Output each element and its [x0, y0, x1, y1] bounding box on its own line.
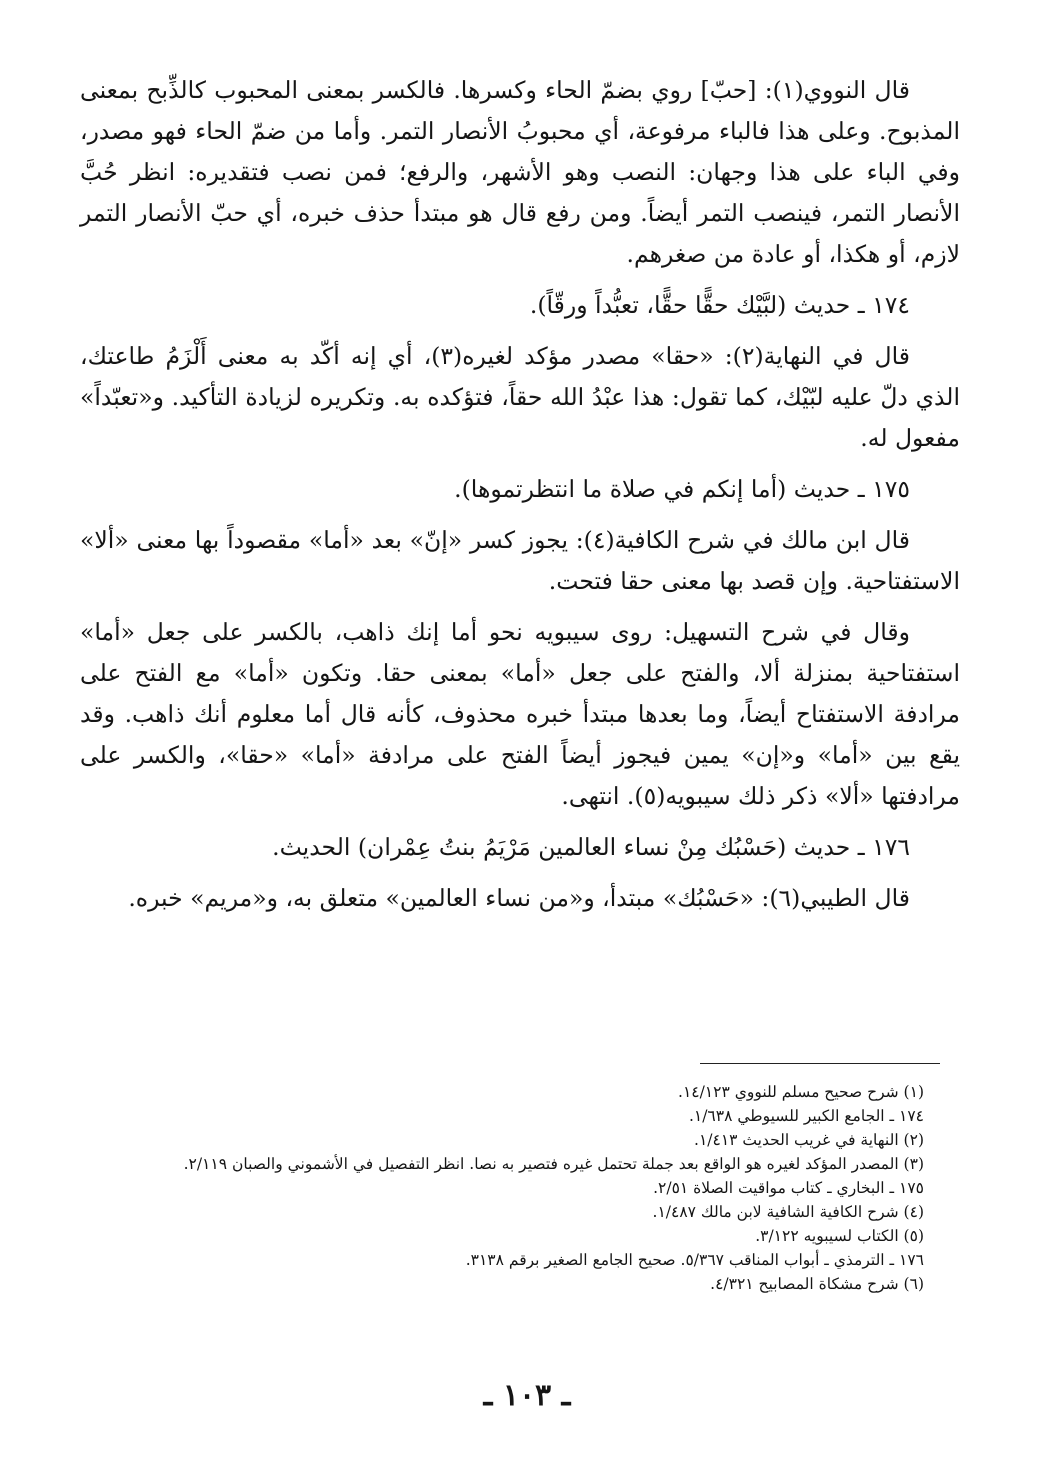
footnote-hadith-175: ١٧٥ ـ البخاري ـ كتاب مواقيت الصلاة ٢/٥١.	[653, 1179, 924, 1197]
footnote-6: (٦) شرح مشكاة المصابيح ٤/٣٢١.	[710, 1275, 924, 1293]
commentary-paragraph-nawawi: قال النووي(١): [حبّ] روي بضمّ الحاء وكسرها. فالكسر بمعنى المحبوب كالذِّبح بمعنى المذبوح. وعلى هذا فالباء مرفوعة، أي محبوبُ الأنصار التمر. وأما من ضمّ الحاء فهو مصدر، وفي الباء على هذا وجهان: النصب وهو الأشهر، والرفع؛ فمن نصب فتقديره: انظر حُبَّ الأنصار التمر، فينصب التمر أيضاً. ومن رفع قال هو مبتدأ حذف خبره، أي حبّ الأنصار التمر لازم، أو هكذا، أو عادة من صغرهم.	[80, 76, 960, 268]
commentary-paragraph-ibn-malik: قال ابن مالك في شرح الكافية(٤): يجوز كسر «إنّ» بعد «أما» مقصوداً بها معنى «ألا» الاستفتاحية. وإن قصد بها معنى حقا فتحت.	[80, 526, 960, 595]
footnote-5: (٥) الكتاب لسيبويه ٣/١٢٢.	[755, 1227, 924, 1245]
commentary-paragraph-tibi: قال الطيبي(٦): «حَسْبُك» مبتدأ، و«من نساء العالمين» متعلق به، و«مريم» خبره.	[128, 884, 910, 912]
footnote-separator	[700, 1063, 940, 1064]
footnotes	[124, 1080, 924, 1296]
page-body	[80, 70, 960, 929]
footnote-3: (٣) المصدر المؤكد لغيره هو الواقع بعد جملة تحتمل غيره فتصير به نصا. انظر التفصيل في الأشموني والصبان ٢/١١٩.	[183, 1155, 924, 1173]
footnote-hadith-176: ١٧٦ ـ الترمذي ـ أبواب المناقب ٥/٣٦٧. صحيح الجامع الصغير برقم ٣١٣٨.	[465, 1251, 924, 1269]
footnote-4: (٤) شرح الكافية الشافية لابن مالك ١/٤٨٧.	[652, 1203, 924, 1221]
commentary-paragraph-nihaya: قال في النهاية(٢): «حقا» مصدر مؤكد لغيره(٣)، أي إنه أكّد به معنى أَلْزَمُ طاعتك، الذي دلّ عليه لبّيْك، كما تقول: هذا عبْدُ الله حقاً، فتؤكده به. وتكريره لزيادة التأكيد. و«تعبّداً» مفعول له.	[80, 342, 960, 452]
footnote-1: (١) شرح صحيح مسلم للنووي ١٤/١٢٣.	[678, 1083, 924, 1101]
hadith-175: ١٧٥ ـ حديث (أما إنكم في صلاة ما انتظرتموها).	[454, 475, 910, 503]
hadith-176: ١٧٦ ـ حديث (حَسْبُك مِنْ نساء العالمين مَرْيَمُ بنتُ عِمْران) الحديث.	[272, 833, 910, 861]
footnote-2: (٢) النهاية في غريب الحديث ١/٤١٣.	[694, 1131, 924, 1149]
commentary-paragraph-tashil: وقال في شرح التسهيل: روى سيبويه نحو أما إنك ذاهب، بالكسر على جعل «أما» استفتاحية بمنزلة ألا، والفتح على جعل «أما» بمعنى حقا. وتكون «أما» مع الفتح على مرادفة الاستفتاح أيضاً، وما بعدها مبتدأ خبره محذوف، كأنه قال أما معلوم أنك ذاهب. وقد يقع بين «أما» و«إن» يمين فيجوز أيضاً الفتح على مرادفة «أما» «حقا»، والكسر على مرادفتها «ألا» ذكر ذلك سيبويه(٥). انتهى.	[80, 618, 960, 810]
page-number: ـ ١٠٣ ـ	[483, 1378, 571, 1413]
footnote-hadith-174: ١٧٤ ـ الجامع الكبير للسيوطي ١/٦٣٨.	[688, 1107, 924, 1125]
hadith-174: ١٧٤ ـ حديث (لبَّيْك حقًّا حقًّا، تعبُّداً ورقّاً).	[529, 291, 910, 319]
